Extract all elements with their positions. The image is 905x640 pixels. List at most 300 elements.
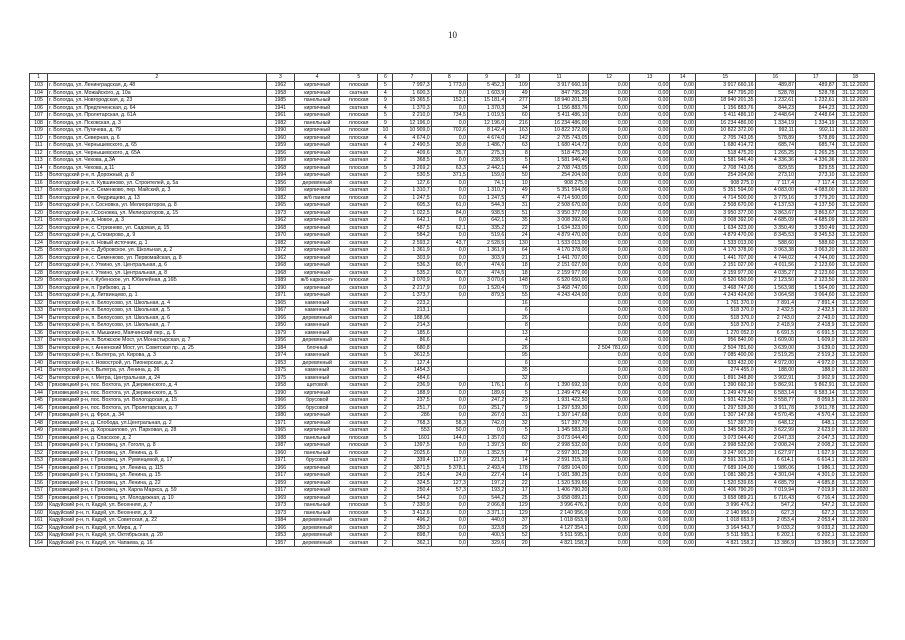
table-cell: 0,0	[431, 187, 467, 195]
table-cell: 0,00	[629, 434, 669, 442]
table-cell: 0,00	[629, 442, 669, 450]
table-cell: 1397,5	[393, 442, 431, 450]
table-cell: 0,00	[670, 157, 696, 165]
table-cell: 1917	[266, 487, 295, 495]
table-cell: 123	[30, 232, 48, 240]
table-cell: 1966	[266, 397, 295, 405]
table-cell: 6 202,1	[755, 532, 795, 540]
table-cell: 0,00	[589, 449, 629, 457]
table-cell: 254 204,00	[695, 172, 755, 180]
table-cell: скатная	[340, 202, 378, 210]
table-cell: 117	[30, 187, 48, 195]
table-cell: Грязовецкий р-н, г. Грязовец, ул. Ленина, д. 115	[48, 464, 266, 472]
table-cell: 10 822 372,00	[529, 127, 589, 135]
table-cell: 0,00	[589, 404, 629, 412]
table-cell: 1 307 147,68	[695, 412, 755, 420]
table-row	[30, 119, 875, 127]
column-header: 12	[589, 74, 629, 82]
table-cell: 1973	[266, 502, 295, 510]
table-cell: 4 570,45	[755, 412, 795, 420]
table-cell: 84,0	[431, 209, 467, 217]
table-cell: 0,00	[589, 157, 629, 165]
table-cell: 5	[378, 112, 393, 120]
table-cell: кирпичный	[295, 389, 340, 397]
table-cell: 9	[506, 404, 529, 412]
table-cell: 0,00	[629, 382, 669, 390]
table-row	[30, 509, 875, 517]
table-cell: 4 243 424,00	[529, 292, 589, 300]
table-cell: 2 008,2	[796, 442, 836, 450]
table-cell: 35	[506, 367, 529, 375]
table-cell: 2 448,64	[755, 112, 795, 120]
table-cell	[431, 352, 467, 360]
table-cell: скатная	[340, 232, 378, 240]
table-cell: 1962	[266, 82, 295, 90]
table-cell: 0,00	[670, 284, 696, 292]
table-cell: 5	[378, 82, 393, 90]
table-cell: 2	[378, 472, 393, 480]
table-cell: 120	[30, 209, 48, 217]
table-cell: 31.12.2020	[836, 284, 874, 292]
table-cell: 31.12.2020	[836, 329, 874, 337]
table-cell: 119	[30, 202, 48, 210]
table-cell: 1966	[266, 314, 295, 322]
table-cell: 31.12.2020	[836, 382, 874, 390]
table-cell: 2 504 781,60	[589, 344, 629, 352]
table-cell: 0,00	[670, 97, 696, 105]
table-cell: 5	[378, 352, 393, 360]
table-cell: 2 448,64	[796, 112, 836, 120]
table-cell: 1 022,5	[393, 209, 431, 217]
table-cell: 1 397,5	[467, 442, 505, 450]
table-cell: 992,11	[796, 127, 836, 135]
table-cell: 2 066,8	[467, 502, 505, 510]
table-cell: 0,00	[629, 269, 669, 277]
table-cell: 3 247 901,20	[695, 449, 755, 457]
table-cell: 149	[30, 427, 48, 435]
table-cell: 0,00	[629, 217, 669, 225]
table-cell	[467, 337, 505, 345]
table-cell: 1960	[266, 134, 295, 142]
table-cell	[467, 322, 505, 330]
table-cell: 0,0	[431, 134, 467, 142]
table-cell: 2	[378, 479, 393, 487]
table-cell: 3 063,20	[796, 247, 836, 255]
table-cell: 362,1	[393, 539, 431, 547]
table-cell: 1975	[266, 374, 295, 382]
table-cell: 2 998 532,00	[695, 442, 755, 450]
table-cell: 30,8	[431, 142, 467, 150]
table-cell: 4 083,00	[755, 187, 795, 195]
table-cell: 1989	[266, 277, 295, 285]
table-cell: 31.12.2020	[836, 532, 874, 540]
table-cell: скатная	[340, 487, 378, 495]
table-cell: 189,6	[467, 389, 505, 397]
table-cell: 1953	[266, 532, 295, 540]
table-cell: 1970	[266, 232, 295, 240]
table-cell: 2	[378, 359, 393, 367]
table-cell: 1 247,5	[467, 194, 505, 202]
table-cell: 844,23	[755, 104, 795, 112]
table-cell: 26	[506, 344, 529, 352]
table-cell: 0,00	[629, 119, 669, 127]
table-cell: 111	[30, 142, 48, 150]
table-cell: 31.12.2020	[836, 307, 874, 315]
table-cell: 1 310,7	[393, 187, 431, 195]
table-cell: 2	[378, 397, 393, 405]
table-cell: 2	[378, 427, 393, 435]
table-row	[30, 344, 875, 352]
table-cell: 2 432,5	[796, 307, 836, 315]
table-cell: 0,00	[629, 397, 669, 405]
table-cell: 121	[30, 217, 48, 225]
table-cell: деревянный	[295, 314, 340, 322]
table-cell: 0,00	[589, 359, 629, 367]
table-cell: 1 265,25	[755, 149, 795, 157]
table-cell: Вологодский р-н, г. Сосновка, ул. Мелиораторов, д. 8	[48, 202, 266, 210]
table-cell: 31.12.2020	[836, 457, 874, 465]
table-cell: 153	[30, 457, 48, 465]
table-cell: 128	[30, 269, 48, 277]
table-cell: 0,00	[670, 119, 696, 127]
table-cell: 1965	[266, 299, 295, 307]
table-cell: скатная	[340, 412, 378, 420]
table-cell: скатная	[340, 539, 378, 547]
table-cell: 110	[30, 134, 48, 142]
table-cell: 2 217,9	[393, 284, 431, 292]
table-cell	[431, 337, 467, 345]
table-cell: 31.12.2020	[836, 419, 874, 427]
table-cell: 3 996 476,2	[695, 502, 755, 510]
table-cell: 0,00	[670, 367, 696, 375]
table-cell: 250,4	[393, 487, 431, 495]
table-cell: 0,00	[670, 442, 696, 450]
table-cell: 517 397,70	[695, 419, 755, 427]
table-cell: 185,6	[393, 329, 431, 337]
table-cell: 0,00	[629, 277, 669, 285]
table-cell: 127,6	[393, 179, 431, 187]
table-cell: Кадуйский р-н, п. Кадуй, ул. Октябрьская, д. 20	[48, 532, 266, 540]
table-row	[30, 367, 875, 375]
table-cell: кирпичный	[295, 202, 340, 210]
table-cell: 1 581 946,40	[695, 157, 755, 165]
table-cell: 1982	[266, 194, 295, 202]
table-cell: 145	[30, 397, 48, 405]
table-cell: 176,1	[467, 382, 505, 390]
table-cell	[529, 337, 589, 345]
table-cell: 31.12.2020	[836, 299, 874, 307]
table-cell: 146	[30, 404, 48, 412]
table-cell: 0,0	[431, 502, 467, 510]
table-row	[30, 97, 875, 105]
table-cell: 3 779,16	[755, 194, 795, 202]
table-row	[30, 374, 875, 382]
table-cell: 1958	[266, 382, 295, 390]
table-cell: 251,7	[393, 404, 431, 412]
table-row	[30, 464, 875, 472]
table-cell: 5 378,1	[431, 464, 467, 472]
table-cell: г. Вологда, ул. Северная, д. 6	[48, 134, 266, 142]
table-cell: 32	[506, 419, 529, 427]
table-cell: 5 411 486,10	[695, 112, 755, 120]
table-cell: 6	[506, 307, 529, 315]
table-cell: 1 603,9	[467, 89, 505, 97]
table-cell: 1 609,00	[755, 337, 795, 345]
table-cell: кирпичный	[295, 157, 340, 165]
table-cell: 1 627,97	[755, 449, 795, 457]
table-cell: 4 336,36	[755, 157, 795, 165]
table-cell: 0,00	[629, 179, 669, 187]
table-cell: 0,00	[589, 277, 629, 285]
table-cell: 1 680 414,72	[529, 142, 589, 150]
table-cell: 3	[378, 284, 393, 292]
table-cell: 0,00	[670, 532, 696, 540]
table-cell: 0,00	[670, 359, 696, 367]
table-row	[30, 292, 875, 300]
table-cell: 2	[378, 487, 393, 495]
table-cell: панельный	[295, 449, 340, 457]
table-cell: 1 533 013,00	[529, 239, 589, 247]
table-cell: 0,00	[589, 307, 629, 315]
table-cell: 0,00	[589, 292, 629, 300]
table-cell: 0,0	[431, 119, 467, 127]
table-row	[30, 187, 875, 195]
table-cell: 0,00	[670, 164, 696, 172]
table-cell: 0,00	[589, 524, 629, 532]
table-cell: панельный	[295, 119, 340, 127]
table-cell: панельный	[295, 97, 340, 105]
table-cell	[431, 367, 467, 375]
table-cell: 4	[378, 134, 393, 142]
table-cell: 6 583,14	[755, 389, 795, 397]
table-cell: 124	[30, 239, 48, 247]
table-cell: 9 033,2	[755, 524, 795, 532]
column-header: 2	[48, 74, 266, 82]
table-cell: 0,00	[670, 517, 696, 525]
table-cell: скатная	[340, 344, 378, 352]
table-cell: 0,00	[629, 254, 669, 262]
table-cell: 6 716,4	[796, 494, 836, 502]
table-cell: 4 685,8	[796, 479, 836, 487]
table-cell: 633 432,00	[695, 359, 755, 367]
table-cell: 0,00	[670, 112, 696, 120]
table-cell: 0,00	[589, 539, 629, 547]
table-cell: кирпичный	[295, 89, 340, 97]
table-cell: 17	[506, 487, 529, 495]
table-cell: 0,00	[629, 172, 669, 180]
table-cell: 0,00	[670, 149, 696, 157]
table-cell: 0,00	[629, 247, 669, 255]
table-cell: 908 275,0	[529, 179, 589, 187]
table-cell: 3 008 392,00	[695, 217, 755, 225]
table-cell: 2	[378, 337, 393, 345]
table-cell: 4	[506, 337, 529, 345]
table-cell: 31.12.2020	[836, 149, 874, 157]
table-cell: 0,00	[670, 412, 696, 420]
table-cell: каменный	[295, 322, 340, 330]
table-cell: кирпичный	[295, 254, 340, 262]
table-cell: 0,00	[589, 112, 629, 120]
table-cell: 2	[378, 532, 393, 540]
table-cell: 31.12.2020	[836, 389, 874, 397]
table-cell: 141	[30, 367, 48, 375]
table-row	[30, 494, 875, 502]
table-cell: 4 170 378,00	[529, 247, 589, 255]
table-cell: 31.12.2020	[836, 164, 874, 172]
table-cell: 150	[30, 434, 48, 442]
table-cell: 535,2	[393, 269, 431, 277]
table-cell: 3 863,67	[796, 209, 836, 217]
table-row	[30, 142, 875, 150]
table-cell: 9	[378, 97, 393, 105]
table-cell: блочный	[295, 344, 340, 352]
table-cell: 0,00	[670, 127, 696, 135]
table-cell: 484,6	[393, 374, 431, 382]
table-cell: скатная	[340, 292, 378, 300]
table-cell: скатная	[340, 187, 378, 195]
table-cell: 544,2	[467, 494, 505, 502]
table-cell: 0,00	[589, 329, 629, 337]
table-cell: 14	[506, 457, 529, 465]
table-cell: 1 581 946,40	[529, 157, 589, 165]
table-cell: 162	[30, 524, 48, 532]
table-cell: 64	[506, 247, 529, 255]
table-row	[30, 232, 875, 240]
table-cell: 227,4	[467, 472, 505, 480]
table-cell: 1990	[266, 284, 295, 292]
table-cell: 847 795,20	[695, 89, 755, 97]
table-row	[30, 209, 875, 217]
table-row	[30, 352, 875, 360]
table-cell: 137	[30, 337, 48, 345]
table-cell: 95	[506, 352, 529, 360]
table-cell: 2	[378, 457, 393, 465]
table-cell: кирпичный	[295, 292, 340, 300]
table-cell: скатная	[340, 284, 378, 292]
table-cell: 0,00	[629, 142, 669, 150]
table-cell: 35	[506, 217, 529, 225]
table-cell: 0,00	[670, 269, 696, 277]
table-cell: 0,00	[589, 127, 629, 135]
table-cell: 2	[378, 539, 393, 547]
table-cell: 2 047,3	[796, 434, 836, 442]
table-cell: 496,2	[393, 517, 431, 525]
table-cell: 2	[378, 187, 393, 195]
table-cell: 31.12.2020	[836, 262, 874, 270]
table-cell: 0,00	[670, 404, 696, 412]
table-cell: плоская	[340, 164, 378, 172]
table-cell: 335,2	[467, 224, 505, 232]
table-cell: 1 441 707,00	[695, 254, 755, 262]
table-cell: 2 708 743,05	[529, 164, 589, 172]
table-cell: кирпичный	[295, 142, 340, 150]
table-cell: скатная	[340, 269, 378, 277]
table-cell: 0,00	[589, 352, 629, 360]
table-cell: 518 475,20	[695, 149, 755, 157]
table-cell: 140	[30, 359, 48, 367]
table-cell: 487,5	[393, 224, 431, 232]
table-cell: 0,00	[670, 457, 696, 465]
table-cell: 275,3	[467, 149, 505, 157]
table-cell: 829,55	[755, 164, 795, 172]
table-cell: 2 528,5	[467, 239, 505, 247]
table-cell: 129	[506, 502, 529, 510]
table-cell: Вытегорский р-н, г. Мегра, Центральная, д. 24	[48, 374, 266, 382]
table-cell: 1 297 539,30	[529, 404, 589, 412]
table-cell: 0,00	[670, 382, 696, 390]
table-cell: 1 634 323,00	[695, 224, 755, 232]
table-cell: 31.12.2020	[836, 322, 874, 330]
table-cell: 7 019,94	[755, 487, 795, 495]
table-cell: Грязовецкий р-н, пос. Вохтога, ул. Вологодская, д. 15	[48, 397, 266, 405]
table-cell: 12 196,0	[393, 119, 431, 127]
table-cell: 4 685,09	[755, 217, 795, 225]
table-cell: 163	[30, 532, 48, 540]
table-cell: 5 511 595,1	[695, 532, 755, 540]
table-cell: ж/б каркасно-	[295, 277, 340, 285]
table-cell: 648,12	[755, 419, 795, 427]
table-cell: 1 297 539,30	[695, 404, 755, 412]
table-cell: 31.12.2020	[836, 97, 874, 105]
table-cell: плоская	[340, 509, 378, 517]
table-cell	[529, 374, 589, 382]
table-cell: 31.12.2020	[836, 112, 874, 120]
column-header: 13	[629, 74, 669, 82]
table-cell: 0,00	[629, 112, 669, 120]
table-cell: 578,89	[796, 134, 836, 142]
table-cell: 2 623,0	[796, 427, 836, 435]
table-row	[30, 299, 875, 307]
table-cell: 0,00	[629, 307, 669, 315]
table-row	[30, 277, 875, 285]
table-cell: 10 909,0	[393, 127, 431, 135]
table-cell: 1962	[266, 217, 295, 225]
table-cell: 1980	[266, 412, 295, 420]
table-cell: 3	[378, 442, 393, 450]
table-cell: 0,00	[629, 194, 669, 202]
table-cell: 31.12.2020	[836, 254, 874, 262]
table-cell: 49	[506, 187, 529, 195]
table-cell: г. Вологда, ул. Чехова, д.3А	[48, 157, 266, 165]
table-cell: 0,00	[629, 157, 669, 165]
table-cell: 144,0	[431, 434, 467, 442]
table-cell: 1982	[266, 239, 295, 247]
table-cell	[431, 359, 467, 367]
table-cell: 680,8	[393, 344, 431, 352]
table-cell: кирпичный	[295, 247, 340, 255]
table-cell: Грязовецкий р-н, пос. Вохтога, ул. Дзержинского, д. 5	[48, 389, 266, 397]
table-cell: 74,1	[467, 179, 505, 187]
table-cell: 1 609,0	[796, 337, 836, 345]
table-row	[30, 389, 875, 397]
table-cell: Вытегорский р-н, п. Белоусово, ул. Школьная, д. 5	[48, 307, 266, 315]
table-cell: Грязовецкий р-н, д. Фрол, д. 34	[48, 412, 266, 420]
table-cell	[467, 314, 505, 322]
table-cell: 0,0	[431, 194, 467, 202]
table-cell: 2	[378, 449, 393, 457]
table-cell: каменный	[295, 329, 340, 337]
table-cell: 1 156 883,76	[695, 104, 755, 112]
table-cell: 553	[393, 427, 431, 435]
table-cell: 0,0	[431, 382, 467, 390]
table-cell: кирпичный	[295, 427, 340, 435]
table-cell: 1971	[266, 457, 295, 465]
table-cell: плоская	[340, 82, 378, 90]
table-cell: 31.12.2020	[836, 472, 874, 480]
table-cell: 844,23	[796, 104, 836, 112]
table-cell: 31.12.2020	[836, 509, 874, 517]
table-cell	[431, 329, 467, 337]
